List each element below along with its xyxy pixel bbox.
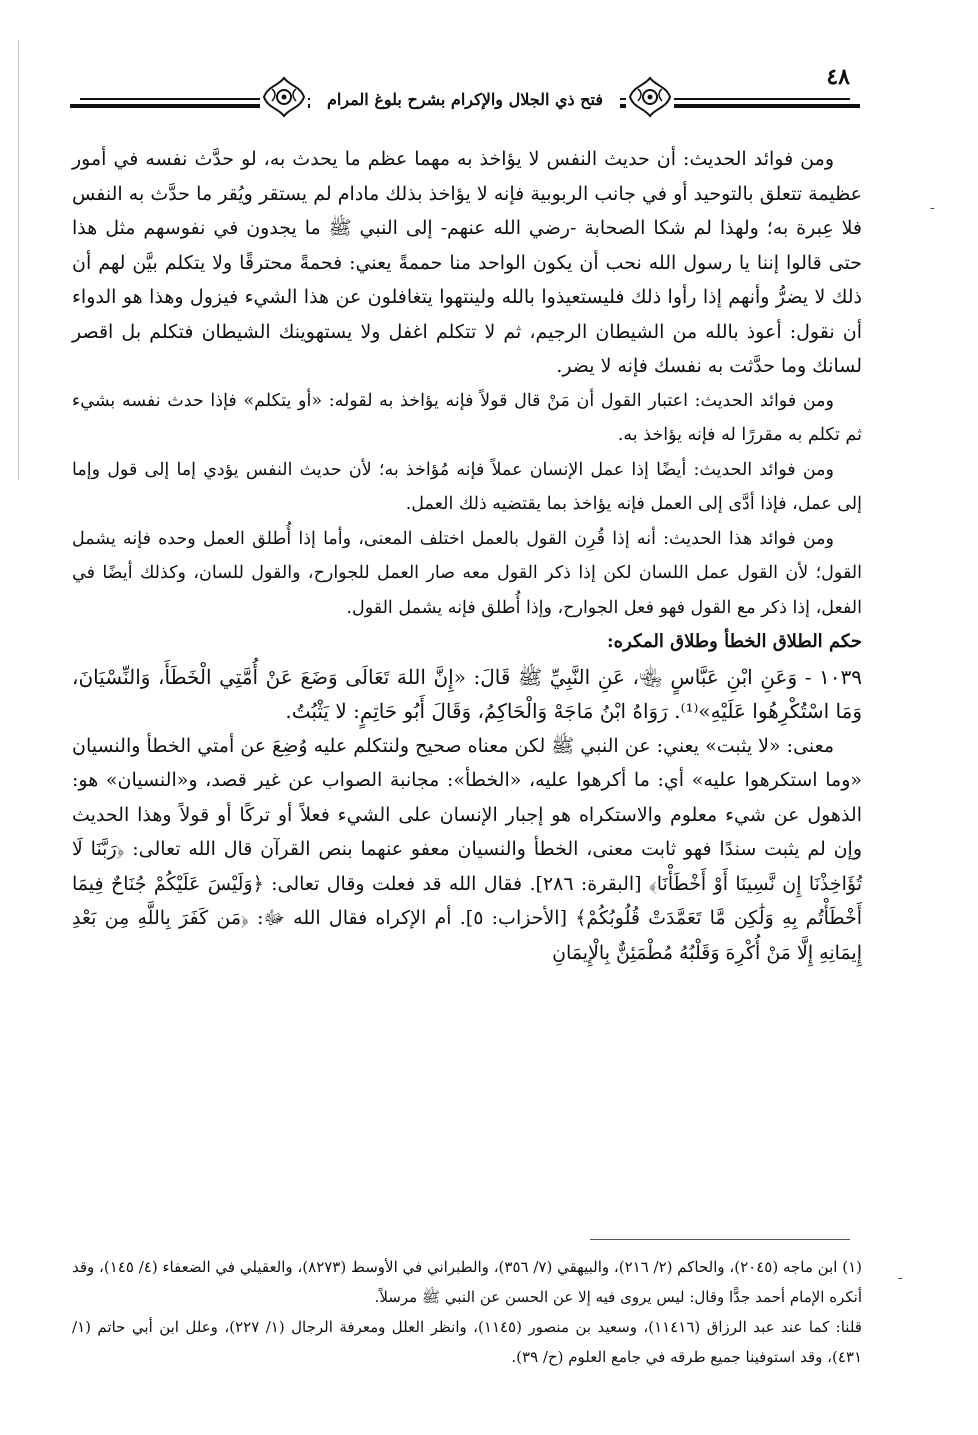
running-title: فتح ذي الجلال والإكرام بشرح بلوغ المرام	[310, 88, 620, 112]
paragraph: ومن فوائد الحديث: اعتبار القول أن مَنْ قال قولاً فإنه يؤاخذ به لقوله: «أو يتكلم» فإذا حدث نفسه بشيء ثم تكلم به مقررًا له فإنه يؤاخذ به.	[72, 390, 862, 445]
paragraph: ومن فوائد الحديث: أيضًا إذا عمل الإنسان عملاً فإنه مُؤاخذ به؛ لأن حديث النفس يؤدي إما إلى قول وإما إلى عمل، فإذا أدَّى إلى العمل فإنه يؤاخذ بما يقتضيه ذلك العمل.	[72, 459, 862, 514]
margin-mark: -	[898, 1270, 903, 1286]
footnotes	[72, 1252, 862, 1372]
margin-mark: -	[930, 200, 935, 216]
paragraph: معنى: «لا يثبت» يعني: عن النبي ﷺ لكن معناه صحيح ولنتكلم عليه وُضِعَ عن أمتي الخطأ والنسيان «وما استكرهوا عليه» أي: ما أكرهوا عليه، «الخطأ»: مجانبة الصواب عن غير قصد، و«النسيان» هو: الذهول عن شيء معلوم والاستكراه هو إجبار الإنسان على الشيء فعلاً أو تركًا أو قولاً وهذا الحديث وإن لم يثبت سندًا فهو ثابت معنى، الخطأ والنسيان معفو عنهما بنص القرآن قال الله تعالى: ﴿رَبَّنَا لَا تُؤَاخِذْنَا إِن نَّسِينَا أَوْ أَخْطَأْنَا﴾ [البقرة: ٢٨٦]. فقال الله قد فعلت وقال تعالى: ﴿وَلَيْسَ عَلَيْكُمْ جُنَاحٌ فِيمَا أَخْطَأْتُم بِهِ وَلَٰكِن مَّا تَعَمَّدَتْ قُلُوبُكُمْ﴾ [الأحزاب: ٥]. أم الإكراه فقال الله ﷻ: ﴿مَن كَفَرَ بِاللَّهِ مِن بَعْدِ إِيمَانِهِ إِلَّا مَنْ أُكْرِهَ وَقَلْبُهُ مُطْمَئِنٌّ بِالْإِيمَانِ	[72, 734, 863, 964]
main-text	[72, 142, 862, 970]
page-header	[70, 62, 860, 122]
page-number: ٤٨	[826, 64, 850, 90]
footnote: (١) ابن ماجه (٢٠٤٥)، والحاكم (٢/ ٢١٦)، والبيهقي (٧/ ٣٥٦)، والطبراني في الأوسط (٨٢٧٣)، والعقيلي في الضعفاء (٤/ ١٤٥)، وقد أنكره الإمام أحمد جدًّا وقال: ليس يروى فيه إلا عن الحسن عن النبي ﷺ مرسلاً.	[72, 1258, 862, 1306]
paragraph: ومن فوائد هذا الحديث: أنه إذا قُرِن القول بالعمل اختلف المعنى، وأما إذا أُطلق العمل وحده فإنه يشمل القول؛ لأن القول عمل اللسان لكن إذا ذكر القول معه صار العمل للجوارح، والقول للسان، وكذلك أيضًا في الفعل، إذا ذكر مع القول فهو فعل الجوارح، وإذا أُطلق فإنه يشمل القول.	[72, 528, 862, 618]
hadith-text: ١٠٣٩ - وَعَنِ ابْنِ عَبَّاسٍ ﵄، عَنِ النَّبِيِّ ﷺ قَالَ: «إِنَّ اللهَ تَعَالَى وَضَعَ عَنْ أُمَّتِي الْخَطَأَ، وَالنِّسْيَانَ، وَمَا اسْتُكْرِهُوا عَلَيْهِ»⁽¹⁾. رَوَاهُ ابْنُ مَاجَهْ وَالْحَاكِمُ، وَقَالَ أَبُو حَاتِمٍ: لا يَثْبُتُ.	[72, 664, 862, 723]
floral-ornament-icon	[260, 74, 308, 120]
section-heading: حكم الطلاق الخطأ وطلاق المكره:	[607, 631, 862, 652]
scan-margin-line	[18, 40, 19, 480]
floral-ornament-icon	[626, 74, 674, 120]
paragraph: ومن فوائد الحديث: أن حديث النفس لا يؤاخذ به مهما عظم ما يحدث به، لو حدَّث نفسه في أمور عظيمة تتعلق بالتوحيد أو في جانب الربوبية فإنه لا يؤاخذ بذلك مادام لم يستقر ويُقر ما حدَّث به النفس فلا عِبرة به؛ ولهذا لم شكا الصحابة -رضي الله عنهم- إلى النبي ﷺ ما يجدون في نفوسهم مثل هذا حتى قالوا إننا يا رسول الله نحب أن يكون الواحد منا حممةً يعني: فحمةً محترقًا ولا يتكلم بيَّن لهم أن ذلك لا يضرُّ وأنهم إذا رأوا ذلك فليستعيذوا بالله ولينتهوا يتغافلون عن هذا الشيء فيزول وهذا هو الدواء أن نقول: أعوذ بالله من الشيطان الرجيم، ثم لا تتكلم اغفل ولا يستهوينك الشيطان فتكلم بل اقصر لسانك وما حدَّثت به نفسك فإنه لا يضر.	[72, 148, 862, 377]
footnote-separator	[590, 1239, 850, 1240]
footnote: قلنا: كما عند عبد الرزاق (١١٤١٦)، وسعيد بن منصور (١١٤٥)، وانظر العلل ومعرفة الرجال (١/ ٢٢٧)، وعلل ابن أبي حاتم (١/ ٤٣١)، وقد استوفينا جميع طرقه في جامع العلوم (ح/ ٣٩).	[72, 1318, 862, 1366]
